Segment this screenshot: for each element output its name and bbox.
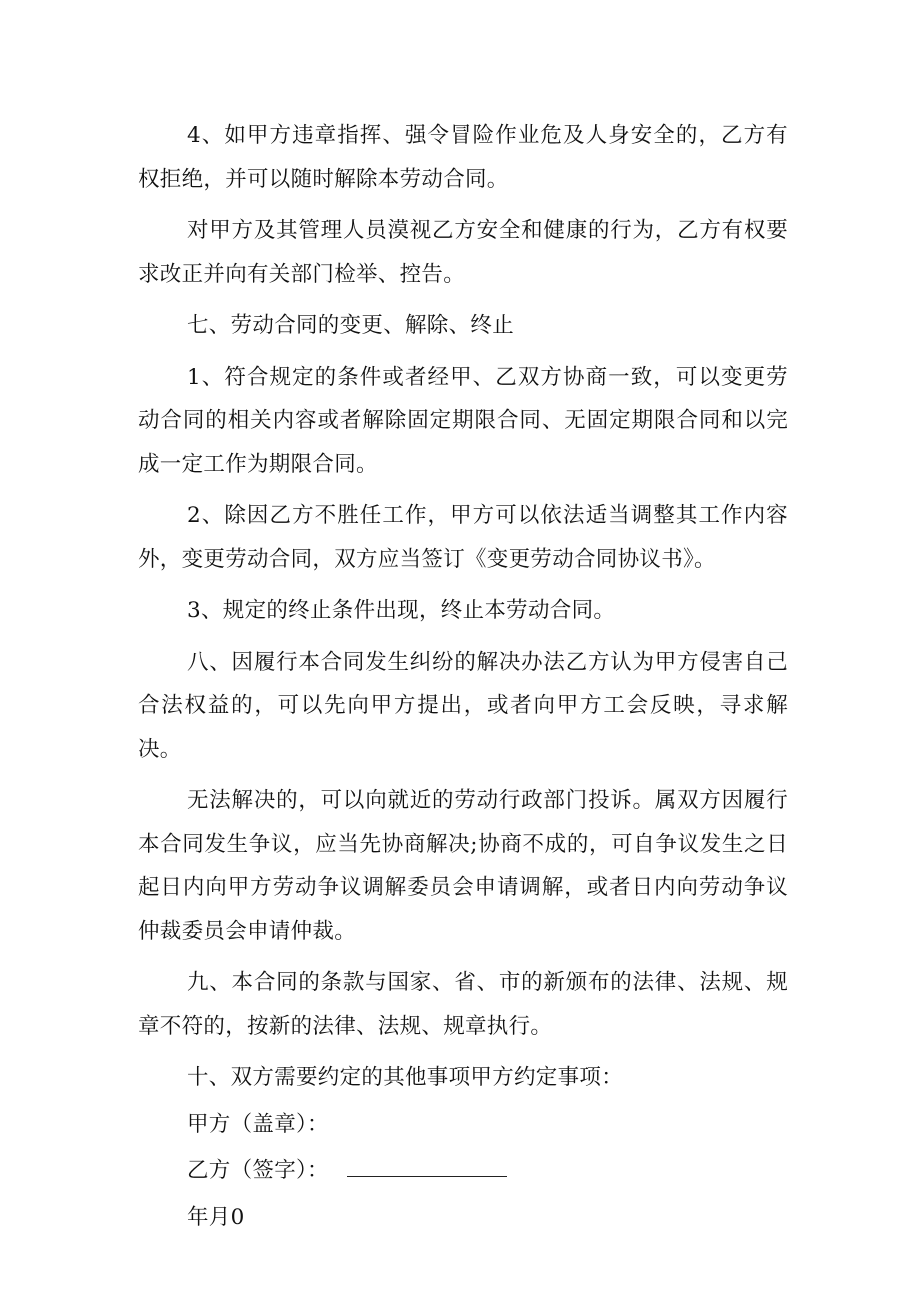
date-line: 年月0 (187, 1204, 245, 1230)
signature-line (347, 1152, 507, 1177)
document-body (138, 114, 788, 1242)
party-a-label: 甲方（盖章）： (187, 1111, 329, 1137)
paragraph-change-1: 1、符合规定的条件或者经甲、乙双方协商一致，可以变更劳动合同的相关内容或者解除固定期限合同、无固定期限合同和以完成一定工作为期限合同。 (138, 364, 788, 477)
paragraph-termination-3: 3、规定的终止条件出现，终止本劳动合同。 (187, 598, 616, 623)
section-heading-9: 九、本合同的条款与国家、省、市的新颁布的法律、法规、规章不符的，按新的法律、法规、规章执行。 (138, 970, 788, 1039)
paragraph-safety-rights: 对甲方及其管理人员漠视乙方安全和健康的行为，乙方有权要求改正并向有关部门检举、控告。 (138, 218, 788, 287)
party-a-signature (138, 1103, 788, 1147)
paragraph-dispute-resolution: 无法解决的，可以向就近的劳动行政部门投诉。属双方因履行本合同发生争议，应当先协商解决;协商不成的，可自争议发生之日起日内向甲方劳动争议调解委员会申请调解，或者日内向劳动争议仲裁委员会申请仲裁。 (138, 788, 788, 944)
paragraph-change-2: 2、除因乙方不胜任工作，甲方可以依法适当调整其工作内容外，变更劳动合同，双方应当签订《变更劳动合同协议书》。 (138, 503, 788, 572)
section-heading-10: 十、双方需要约定的其他事项甲方约定事项： (187, 1065, 624, 1090)
section-heading-8: 八、因履行本合同发生纠纷的解决办法乙方认为甲方侵害自己合法权益的，可以先向甲方提出，或者向甲方工会反映，寻求解决。 (138, 649, 788, 762)
party-b-label: 乙方（签字）： (187, 1158, 329, 1183)
party-b-signature (138, 1149, 788, 1193)
section-heading-7: 七、劳动合同的变更、解除、终止 (187, 313, 515, 338)
paragraph-clause-4: 4、如甲方违章指挥、强令冒险作业危及人身安全的，乙方有权拒绝，并可以随时解除本劳动合同。 (138, 123, 788, 192)
